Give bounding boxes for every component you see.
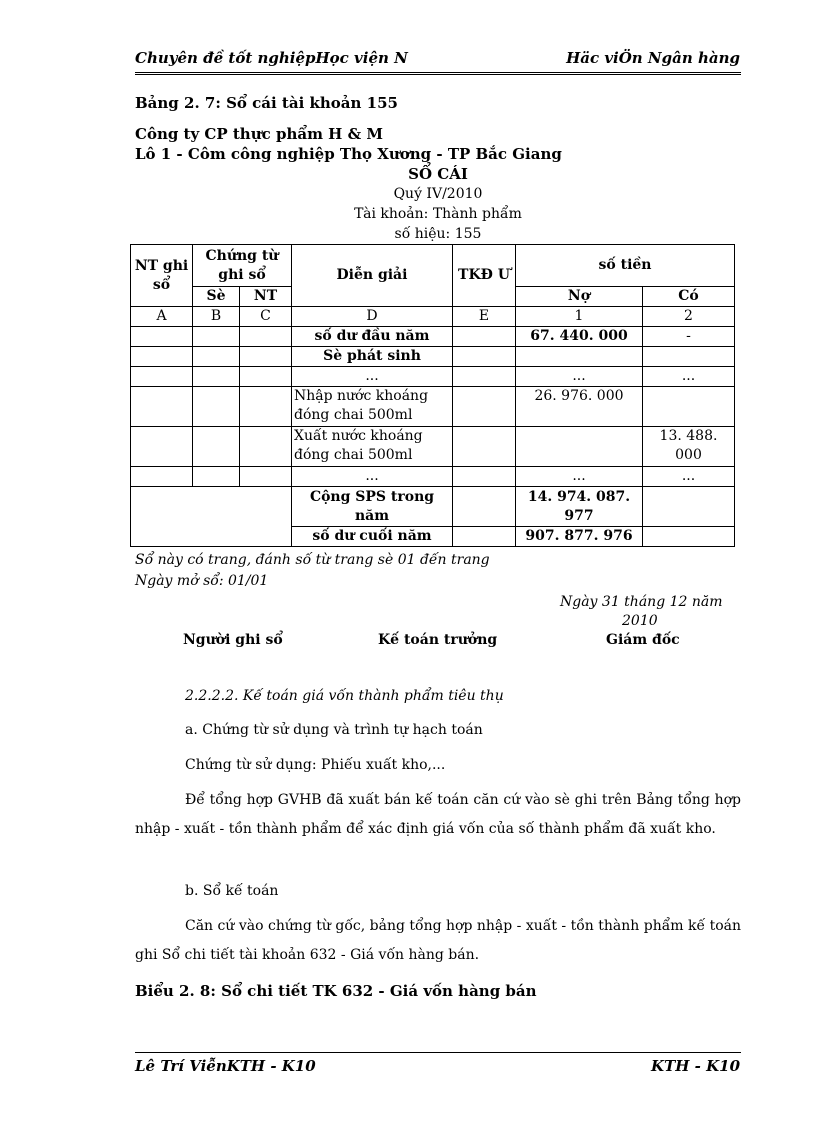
no-cell: ...	[516, 367, 643, 387]
end-balance-label: số dư cuối năm	[292, 527, 453, 547]
documents-used: Chứng từ sử dụng: Phiếu xuất kho,...	[185, 757, 446, 773]
paragraph-1-text: Để tổng hợp GVHB đã xuất bán kế toán căn cứ vào sè ghi trên Bảng tổng hợp nhập - xuất - tồn thành phẩm để xác định giá vốn của số thành phẩm đã xuất kho.	[135, 792, 741, 837]
dien-giai-cell: Nhập nước khoáng đóng chai 500ml	[292, 387, 453, 427]
code-row	[131, 307, 735, 327]
table-row	[131, 387, 735, 427]
no-cell: 67. 440. 000	[516, 327, 643, 347]
total-row	[131, 487, 735, 527]
code-cell: E	[453, 307, 516, 327]
co-cell: -	[643, 327, 735, 347]
table-row	[131, 467, 735, 487]
code-cell: B	[193, 307, 240, 327]
ledger-period: Quý IV/2010	[393, 186, 483, 202]
signer-director: Giám đốc	[606, 632, 680, 648]
paragraph-2	[135, 912, 741, 970]
co-cell: ...	[643, 467, 735, 487]
company-address: Lô 1 - Côm công nghiệp Thọ Xương - TP Bắc Giang	[135, 145, 562, 163]
dien-giai-cell: Sè phát sinh	[292, 347, 453, 367]
code-cell: C	[240, 307, 292, 327]
header-no: Nợ	[516, 287, 643, 307]
header-chung-tu: Chứng từ ghi sổ	[193, 245, 292, 287]
footer-right: KTH - K10	[651, 1057, 740, 1075]
header-tkdu: TKĐ Ư	[453, 245, 516, 307]
header-nt-ct: NT	[240, 287, 292, 307]
company-name: Công ty CP thực phẩm H & M	[135, 125, 383, 143]
caption-2: Biểu 2. 8: Sổ chi tiết TK 632 - Giá vốn hàng bán	[135, 982, 537, 1000]
note-open-date: Ngày mở sổ: 01/01	[135, 573, 269, 589]
header-so-tien: số tiền	[516, 245, 735, 287]
header-right: Häc viÖn Ngân hàng	[566, 49, 740, 67]
table-row	[131, 327, 735, 347]
ledger-code: số hiệu: 155	[394, 226, 482, 242]
note-pages: Sổ này có trang, đánh số từ trang sè 01 đến trang	[135, 552, 490, 568]
ledger-table	[130, 244, 735, 547]
ledger-account: Tài khoản: Thành phẩm	[354, 206, 522, 222]
header-dien-giai: Diễn giải	[292, 245, 453, 307]
dien-giai-cell: ...	[292, 367, 453, 387]
subsection-b: b. Sổ kế toán	[185, 883, 279, 899]
paragraph-1	[135, 786, 741, 844]
dien-giai-cell: Xuất nước khoáng đóng chai 500ml	[292, 427, 453, 467]
header-nt: NT ghi sổ	[131, 245, 193, 307]
header-co: Có	[643, 287, 735, 307]
no-cell	[516, 347, 643, 367]
signer-recorder: Người ghi sổ	[183, 632, 283, 648]
header-se: Sè	[193, 287, 240, 307]
total-label: Cộng SPS trong năm	[292, 487, 453, 527]
table-row	[131, 427, 735, 467]
sign-date: Ngày 31 tháng 12 năm	[560, 594, 723, 610]
sign-year: 2010	[622, 613, 658, 629]
ledger-title: SỔ CÁI	[408, 165, 468, 183]
co-cell: ...	[643, 367, 735, 387]
signer-chief-accountant: Kế toán trưởng	[378, 632, 498, 648]
code-cell: D	[292, 307, 453, 327]
section-heading: 2.2.2.2. Kế toán giá vốn thành phẩm tiêu thụ	[185, 688, 504, 704]
subsection-a: a. Chứng từ sử dụng và trình tự hạch toán	[185, 722, 483, 738]
co-cell	[643, 387, 735, 427]
no-cell: 26. 976. 000	[516, 387, 643, 427]
end-balance-no: 907. 877. 976	[516, 527, 643, 547]
paragraph-2-text: Căn cứ vào chứng từ gốc, bảng tổng hợp nhập - xuất - tồn thành phẩm kế toán ghi Sổ chi tiết tài khoản 632 - Giá vốn hàng bán.	[135, 918, 741, 963]
table-row	[131, 347, 735, 367]
dien-giai-cell: ...	[292, 467, 453, 487]
no-cell: ...	[516, 467, 643, 487]
total-no: 14. 974. 087. 977	[516, 487, 643, 527]
code-cell: A	[131, 307, 193, 327]
table-row	[131, 367, 735, 387]
footer-rule	[135, 1052, 741, 1053]
header-left: Chuyên đề tốt nghiệpHọc viện N	[135, 49, 408, 67]
no-cell	[516, 427, 643, 467]
code-cell: 2	[643, 307, 735, 327]
co-cell: 13. 488. 000	[643, 427, 735, 467]
dien-giai-cell: số dư đầu năm	[292, 327, 453, 347]
header-rule	[135, 72, 741, 75]
table-caption: Bảng 2. 7: Sổ cái tài khoản 155	[135, 94, 398, 112]
footer-left: Lê Trí ViễnKTH - K10	[135, 1057, 316, 1075]
code-cell: 1	[516, 307, 643, 327]
co-cell	[643, 347, 735, 367]
